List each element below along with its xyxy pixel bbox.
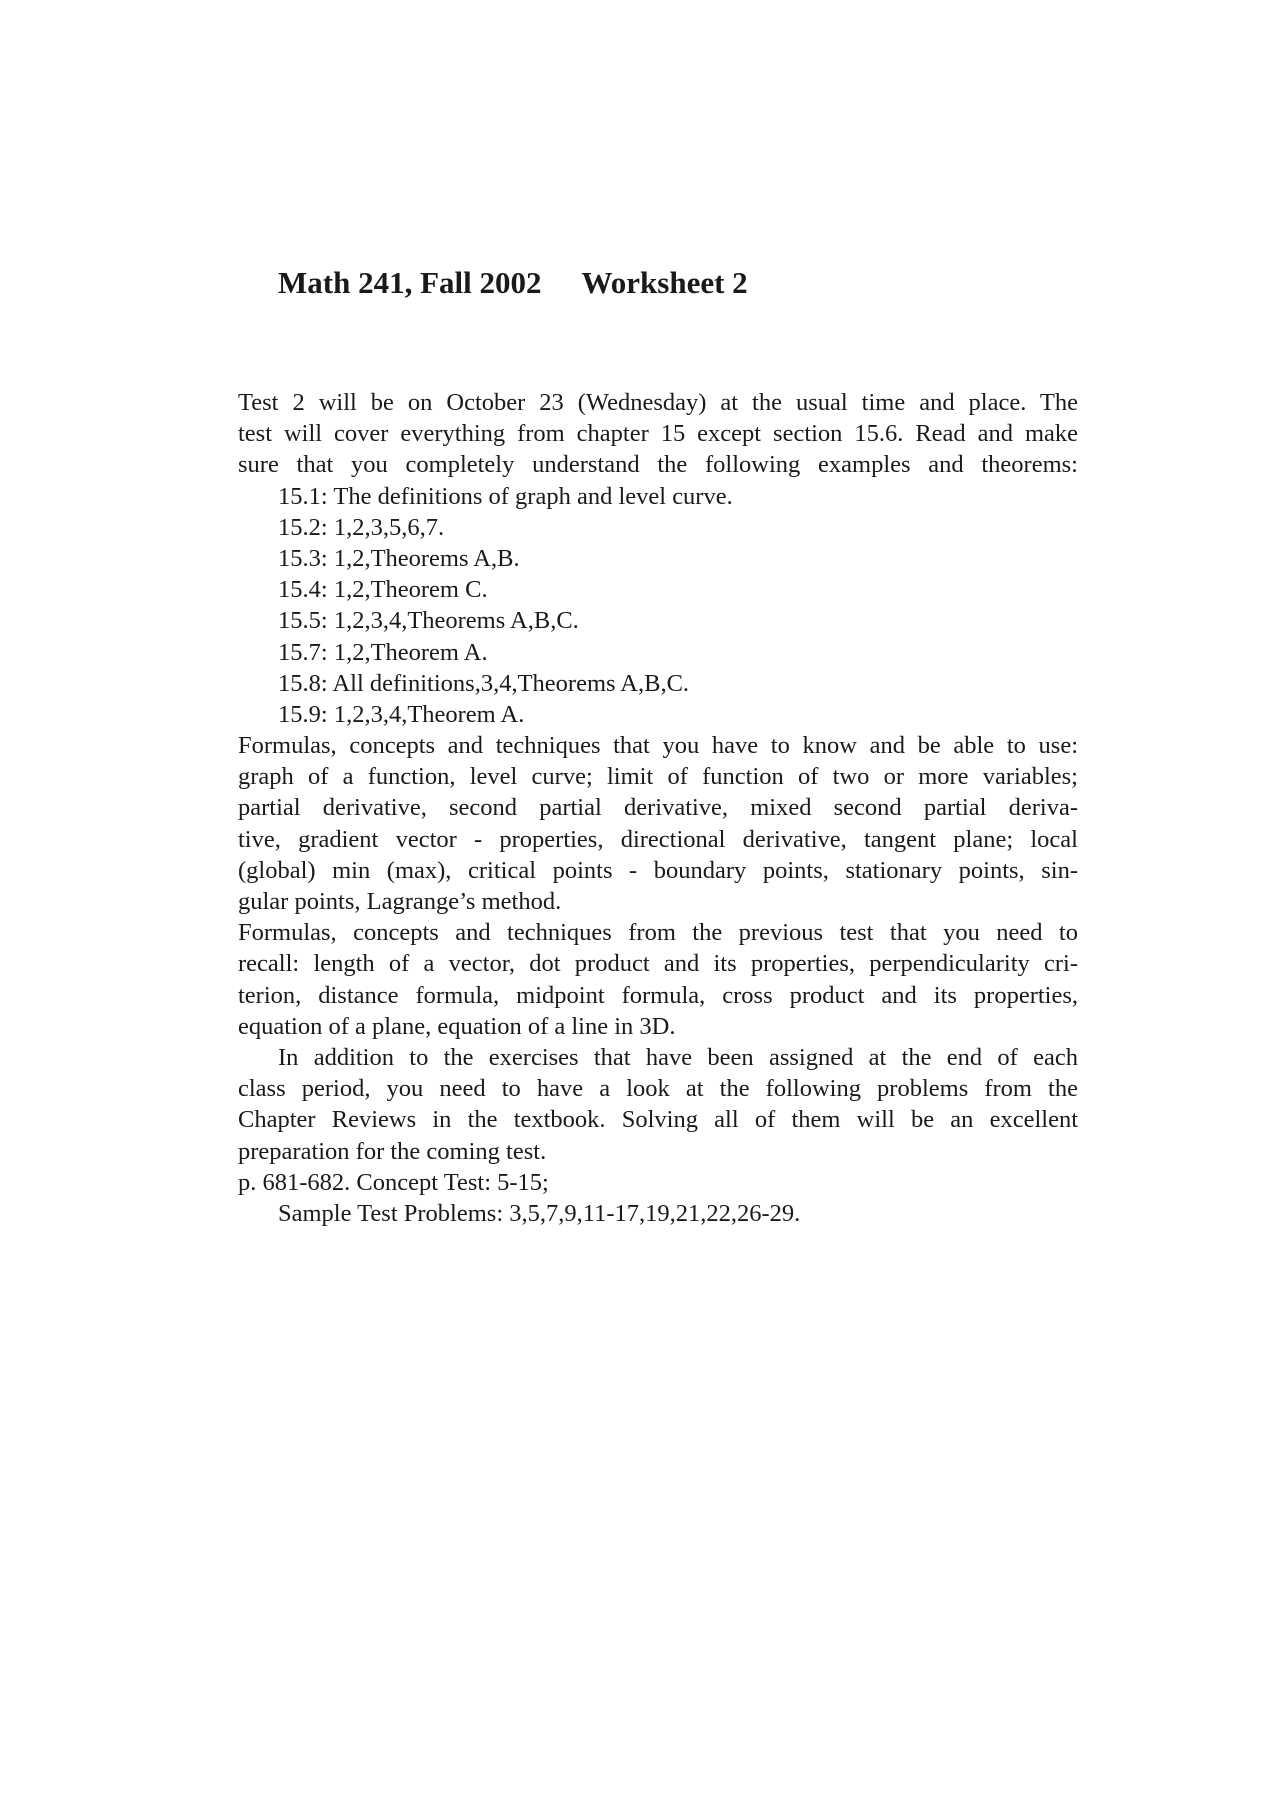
addition-line: class period, you need to have a look at the following problems from the [238,1075,1078,1103]
formulas-current-line: graph of a function, level curve; limit of function of two or more variables; [238,763,1078,791]
section-text: All definitions,3,4,Theorems A,B,C. [332,669,690,697]
section-item [238,574,1078,605]
section-label: 15.4: [278,576,328,604]
section-text: 1,2,Theorem C. [333,576,488,604]
worksheet-body [238,387,1078,1229]
worksheet-title [278,265,748,301]
formulas-previous-line: recall: length of a vector, dot product and its properties, perpendicularity cri- [238,950,1078,978]
formulas-previous-line: equation of a plane, equation of a line in 3D. [238,1012,676,1040]
section-text: 1,2,3,5,6,7. [333,513,445,541]
formulas-current-line: gular points, Lagrange’s method. [238,888,562,915]
section-label: 15.2: [278,513,328,541]
sample-test-line: Sample Test Problems: 3,5,7,9,11-17,19,21,22,26-29. [278,1199,801,1227]
section-item [238,699,1078,730]
section-label: 15.9: [278,700,328,728]
formulas-current-line: partial derivative, second partial derivative, mixed second partial deriva- [238,794,1078,822]
section-item [238,512,1078,543]
addition-line: Chapter Reviews in the textbook. Solving all of them will be an excellent [238,1106,1078,1134]
section-label: 15.8: [278,669,328,697]
intro-line: sure that you completely understand the following examples and theorems: [238,451,1078,479]
intro-line: test will cover everything from chapter 15 except section 15.6. Read and make [238,420,1078,448]
formulas-previous-line: terion, distance formula, midpoint formula, cross product and its properties, [238,981,1078,1009]
section-label: 15.1: [278,482,328,510]
section-text: 1,2,Theorem A. [333,638,488,666]
section-item [238,481,1078,512]
concept-test-line: p. 681-682. Concept Test: 5-15; [238,1168,549,1196]
addition-line: preparation for the coming test. [238,1137,547,1165]
formulas-previous-line: Formulas, concepts and techniques from the previous test that you need to [238,919,1078,947]
formulas-current-line: (global) min (max), critical points - boundary points, stationary points, sin- [238,856,1078,884]
addition-line: In addition to the exercises that have been assigned at the end of each [278,1043,1078,1071]
formulas-current-line: tive, gradient vector - properties, directional derivative, tangent plane; local [238,825,1078,853]
worksheet-label: Worksheet 2 [581,265,748,300]
section-text: 1,2,Theorems A,B. [333,544,520,572]
section-item [238,668,1078,699]
section-text: The definitions of graph and level curve. [333,482,733,510]
intro-line: Test 2 will be on October 23 (Wednesday) at the usual time and place. The [238,389,1078,416]
section-text: 1,2,3,4,Theorem A. [333,700,525,728]
formulas-current-line: Formulas, concepts and techniques that you have to know and be able to use: [238,732,1078,760]
section-item [238,605,1078,636]
section-label: 15.7: [278,638,328,666]
section-item [238,637,1078,668]
section-label: 15.3: [278,544,328,572]
course-title: Math 241, Fall 2002 [278,265,542,300]
section-text: 1,2,3,4,Theorems A,B,C. [333,607,579,635]
section-label: 15.5: [278,607,328,635]
section-item [238,543,1078,574]
